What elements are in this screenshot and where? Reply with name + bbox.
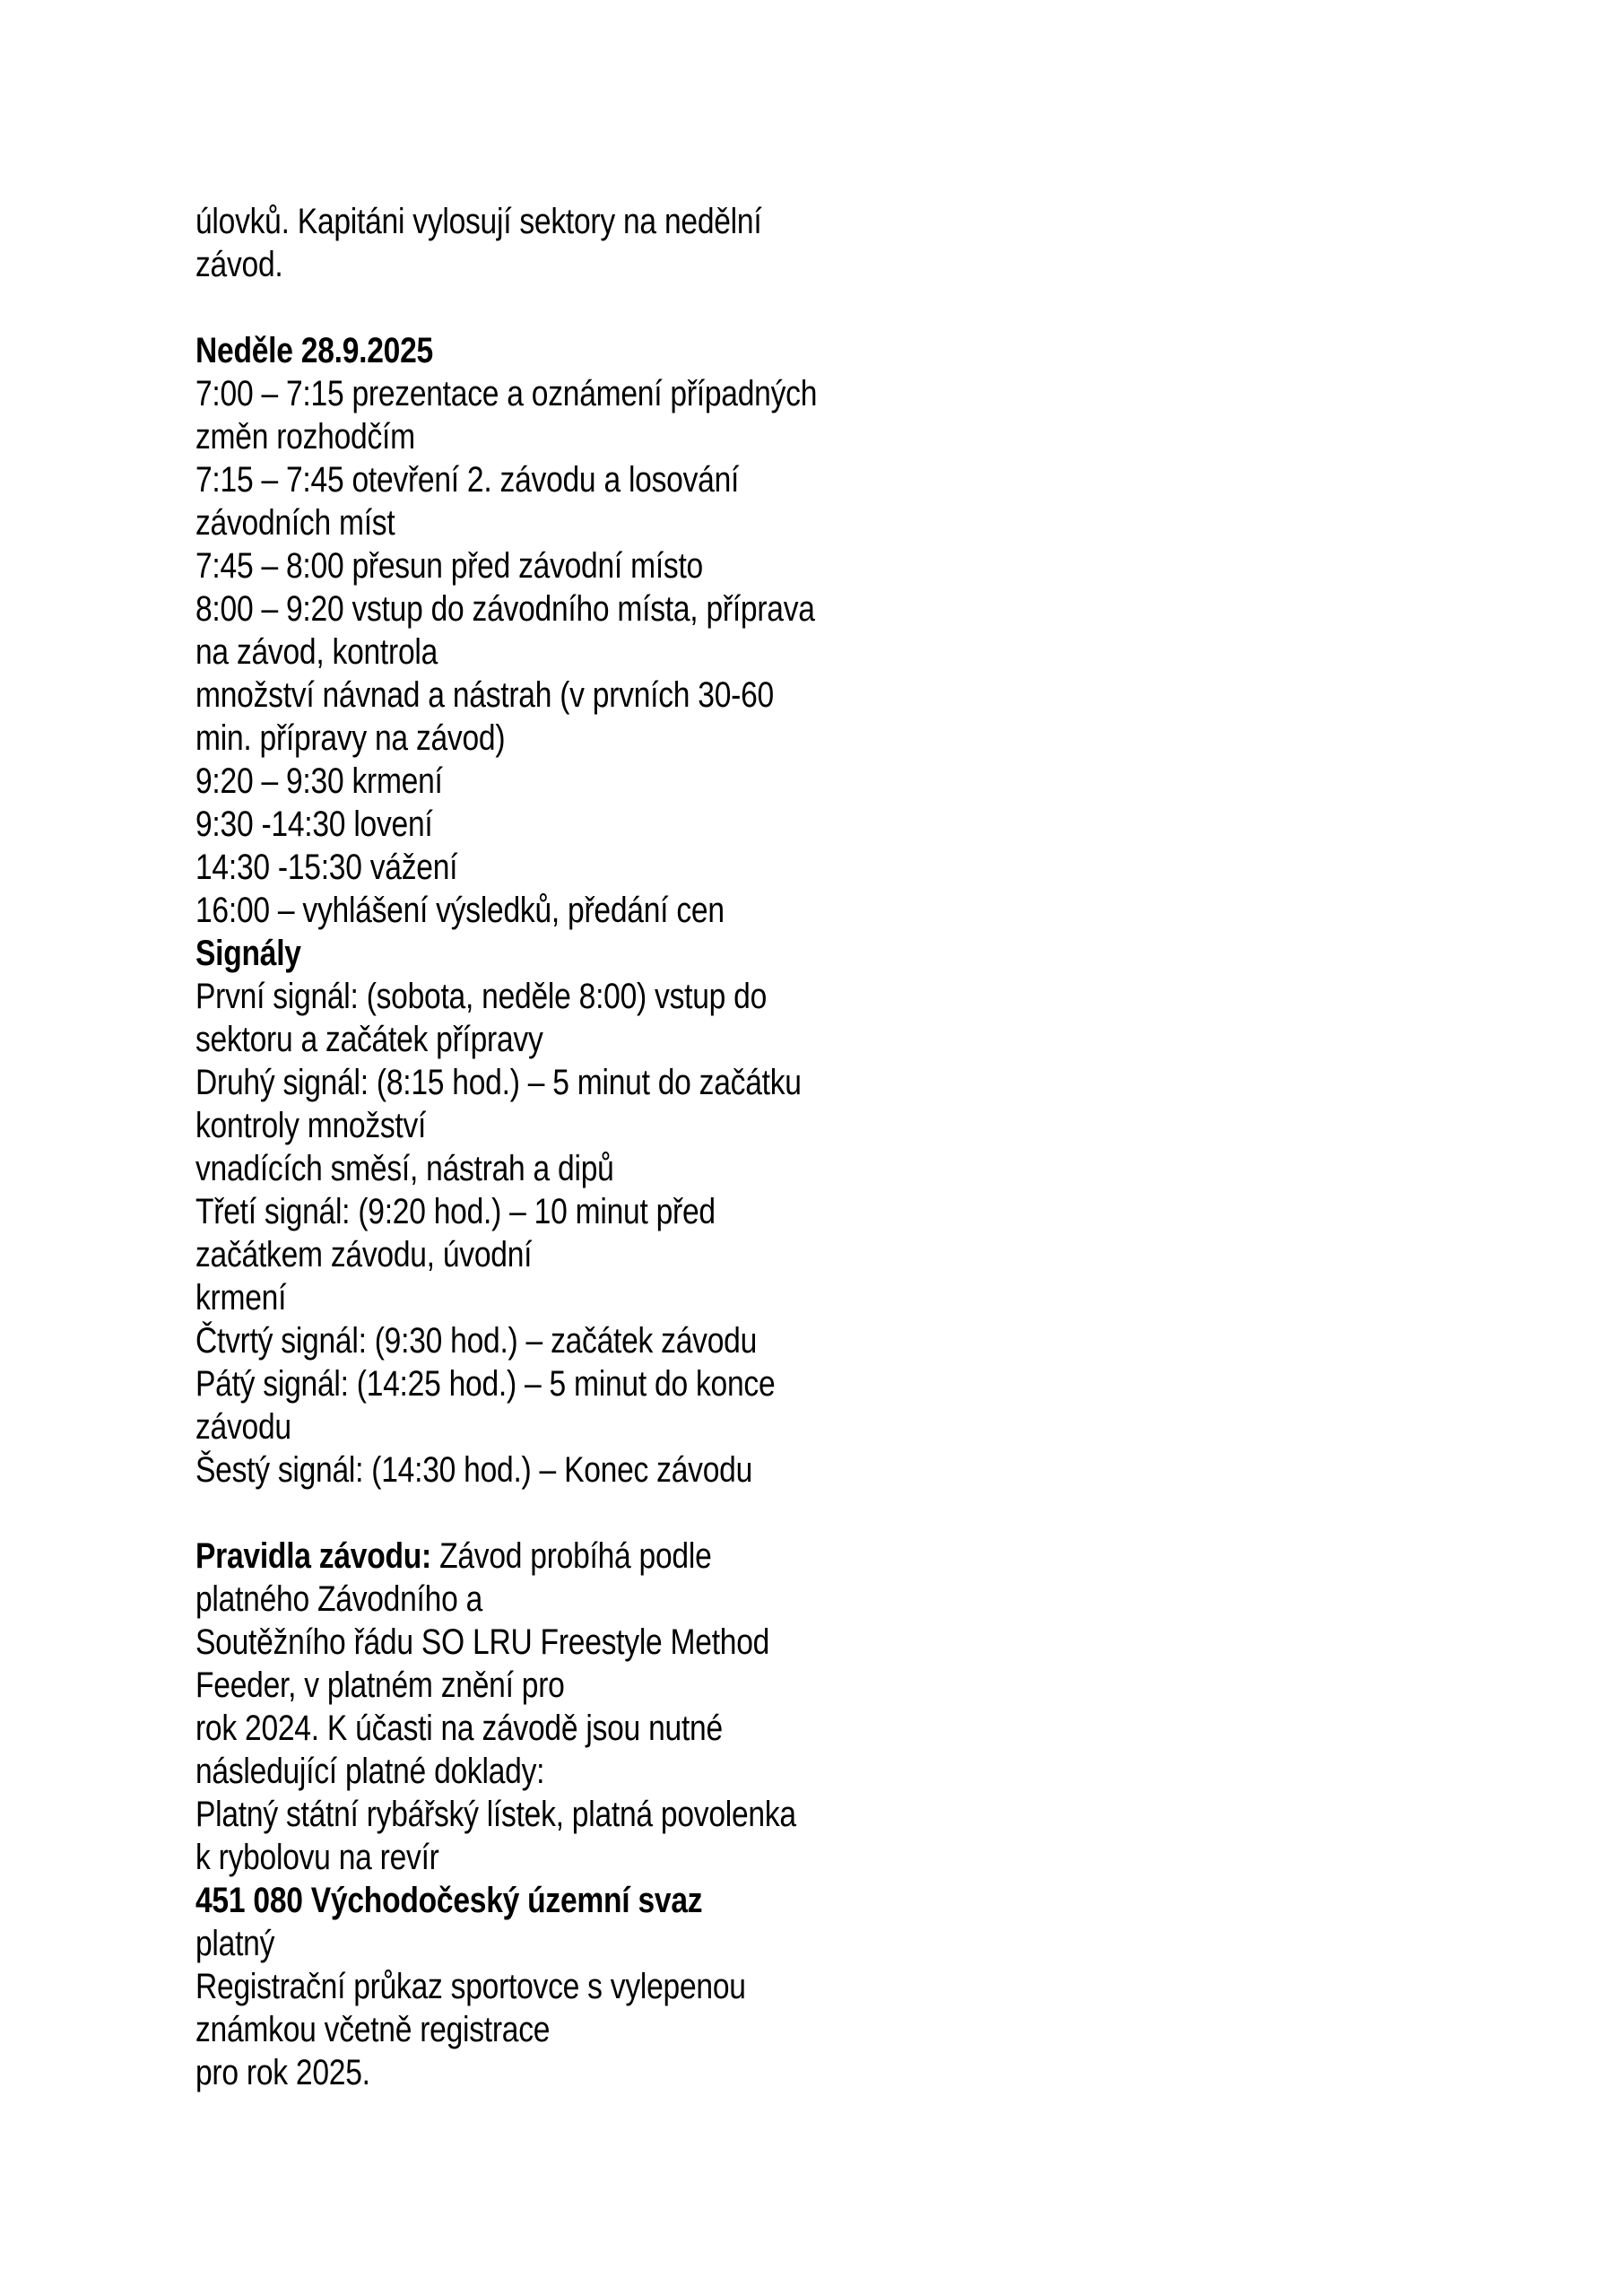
text-line xyxy=(195,803,986,846)
text-segment: 7:00 – 7:15 prezentace a oznámení případných xyxy=(195,374,818,413)
text-segment: vnadících směsí, nástrah a dipů xyxy=(195,1149,614,1188)
text-line xyxy=(195,1793,986,1836)
text-segment: Pátý signál: (14:25 hod.) – 5 minut do konce xyxy=(195,1364,776,1404)
text-line xyxy=(195,1578,986,1621)
bold-text-segment: Signály xyxy=(195,934,301,973)
bold-text-segment: 451 080 Východočeský územní svaz xyxy=(195,1881,703,1920)
text-line xyxy=(195,1707,986,1750)
text-segment: Feeder, v platném znění pro xyxy=(195,1665,565,1705)
text-segment: Třetí signál: (9:20 hod.) – 10 minut před xyxy=(195,1192,716,1231)
text-segment: 7:45 – 8:00 přesun před závodní místo xyxy=(195,546,703,586)
blank-line xyxy=(195,286,986,329)
text-line xyxy=(195,372,986,415)
text-segment: Platný státní rybářský lístek, platná povolenka xyxy=(195,1795,796,1834)
text-line xyxy=(195,1147,986,1190)
text-segment: na závod, kontrola xyxy=(195,632,438,672)
text-segment: krmení xyxy=(195,1278,287,1318)
text-line xyxy=(195,1750,986,1793)
text-line xyxy=(195,846,986,889)
text-line xyxy=(195,1836,986,1879)
heading-line xyxy=(195,932,986,975)
text-line xyxy=(195,200,986,243)
text-segment: 8:00 – 9:20 vstup do závodního místa, příprava xyxy=(195,589,815,629)
text-segment: sektoru a začátek přípravy xyxy=(195,1020,543,1059)
text-line xyxy=(195,1922,986,1965)
text-segment: První signál: (sobota, neděle 8:00) vstup do xyxy=(195,977,768,1016)
text-segment: závod. xyxy=(195,245,283,284)
text-line xyxy=(195,1018,986,1061)
blank-line xyxy=(195,1492,986,1535)
text-line xyxy=(195,1448,986,1492)
text-line xyxy=(195,1664,986,1707)
text-segment: 7:15 – 7:45 otevření 2. závodu a losování xyxy=(195,460,740,500)
text-line xyxy=(195,1621,986,1664)
text-line xyxy=(195,587,986,631)
text-line xyxy=(195,243,986,286)
text-line xyxy=(195,1405,986,1448)
text-segment: Soutěžního řádu SO LRU Freestyle Method xyxy=(195,1622,770,1662)
text-line xyxy=(195,1190,986,1233)
bold-text-segment: Neděle 28.9.2025 xyxy=(195,331,433,370)
text-line xyxy=(195,501,986,544)
text-line xyxy=(195,1061,986,1104)
text-line xyxy=(195,1319,986,1362)
text-line xyxy=(195,975,986,1018)
text-segment: závodu xyxy=(195,1407,291,1447)
bold-text-segment: Pravidla závodu: xyxy=(195,1536,431,1576)
text-segment: 14:30 -15:30 vážení xyxy=(195,848,458,887)
text-segment: Závod probíhá podle xyxy=(430,1536,712,1576)
text-segment: Registrační průkaz sportovce s vylepenou xyxy=(195,1967,746,2006)
text-segment: úlovků. Kapitáni vylosují sektory na nedělní xyxy=(195,202,762,241)
text-segment: množství návnad a nástrah (v prvních 30-60 xyxy=(195,675,774,715)
text-segment: Šestý signál: (14:30 hod.) – Konec závodu xyxy=(195,1450,753,1490)
text-line xyxy=(195,1362,986,1405)
text-line xyxy=(195,631,986,674)
text-line xyxy=(195,1535,986,1578)
text-segment: min. přípravy na závod) xyxy=(195,718,506,758)
text-segment: kontroly množství xyxy=(195,1106,427,1145)
text-segment: 9:30 -14:30 lovení xyxy=(195,804,433,844)
text-line xyxy=(195,2008,986,2051)
text-segment: následující platné doklady: xyxy=(195,1752,545,1791)
text-line xyxy=(195,2051,986,2094)
text-line xyxy=(195,760,986,803)
text-segment: Druhý signál: (8:15 hod.) – 5 minut do začátku xyxy=(195,1063,802,1102)
text-segment: závodních míst xyxy=(195,503,395,543)
text-line xyxy=(195,1104,986,1147)
text-segment: 9:20 – 9:30 krmení xyxy=(195,761,443,801)
heading-line xyxy=(195,329,986,372)
text-segment: Čtvrtý signál: (9:30 hod.) – začátek závodu xyxy=(195,1321,758,1361)
text-segment: známkou včetně registrace xyxy=(195,2010,551,2049)
text-segment: platného Závodního a xyxy=(195,1579,483,1619)
heading-line xyxy=(195,1879,986,1922)
document-text-block xyxy=(195,200,986,2094)
text-line xyxy=(195,717,986,760)
text-line xyxy=(195,1965,986,2008)
text-line xyxy=(195,889,986,932)
text-line xyxy=(195,674,986,717)
text-segment: k rybolovu na revír xyxy=(195,1838,439,1877)
text-line xyxy=(195,1233,986,1276)
text-segment: pro rok 2025. xyxy=(195,2053,370,2092)
text-segment: rok 2024. K účasti na závodě jsou nutné xyxy=(195,1709,723,1748)
text-line xyxy=(195,458,986,501)
text-segment: začátkem závodu, úvodní xyxy=(195,1235,533,1274)
text-segment: změn rozhodčím xyxy=(195,417,415,457)
text-segment: platný xyxy=(195,1924,275,1963)
text-line xyxy=(195,415,986,458)
text-line xyxy=(195,544,986,587)
text-segment: 16:00 – vyhlášení výsledků, předání cen xyxy=(195,891,725,930)
text-line xyxy=(195,1276,986,1319)
